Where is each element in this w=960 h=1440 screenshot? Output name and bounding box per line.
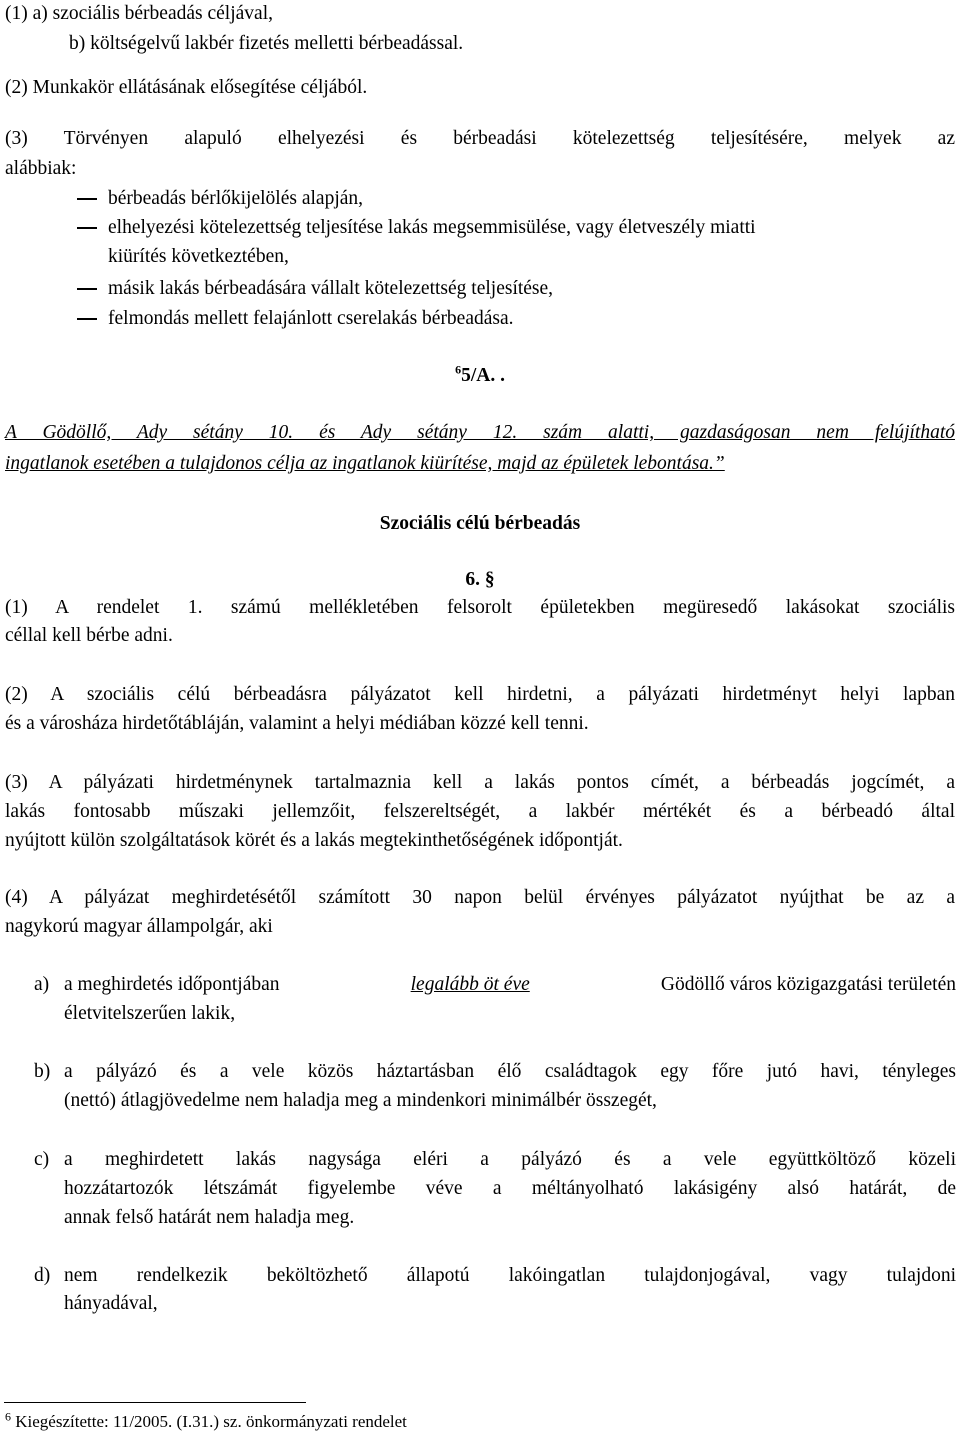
item-a-line1: a meghirdetés időpontjában legalább öt éve Gödöllő város közigazgatási területén: [64, 974, 956, 995]
bullet-1: bérbeadás bérlőkijelölés alapján,: [108, 188, 364, 209]
sec6-p2-line1: (2) A szociális célú bérbeadásra pályázatot kell hirdetni, a pályázati hirdetményt helyi lapban: [5, 684, 955, 705]
dash-bullet-icon: [77, 288, 97, 290]
bullet-2-line2: kiürítés következtében,: [108, 246, 289, 267]
emphasis-text: legalább öt éve: [410, 974, 530, 995]
item-c-line1: a meghirdetett lakás nagysága eléri a pályázó és a vele együttköltöző közeli: [64, 1149, 956, 1170]
sec6-p4-line1: (4) A pályázat meghirdetésétől számított 30 napon belül érvényes pályázatot nyújthat be az a: [5, 887, 955, 908]
para-1b: b) költségelvű lakbér fizetés melletti bérbeadással.: [69, 33, 464, 54]
bullet-3: másik lakás bérbeadására vállalt kötelezettség teljesítése,: [108, 278, 554, 299]
sec6-p1-line2: céllal kell bérbe adni.: [5, 625, 173, 646]
footnote-divider: [4, 1402, 306, 1403]
item-d-line2: hányadával,: [64, 1293, 158, 1314]
bullet-4: felmondás mellett felajánlott cserelakás bérbeadása.: [108, 308, 514, 329]
section-5a-line1: A Gödöllő, Ady sétány 10. és Ady sétány 12. szám alatti, gazdaságosan nem felújítható: [5, 422, 955, 443]
sec6-p3-line2: lakás fontosabb műszaki jellemzőit, felszereltségét, a lakbér mértékét és a bérbeadó által: [5, 801, 955, 822]
dash-bullet-icon: [77, 318, 97, 320]
item-b-line2: (nettó) átlagjövedelme nem haladja meg a mindenkori minimálbér összegét,: [64, 1090, 657, 1111]
dash-bullet-icon: [77, 198, 97, 200]
sec6-p2-line2: és a városháza hirdetőtábláján, valamint a helyi médiában közzé kell tenni.: [5, 713, 589, 734]
section-5a-line2: ingatlanok esetében a tulajdonos célja az ingatlanok kiürítése, majd az épületek lebontása.”: [5, 453, 725, 474]
bullet-2-line1: elhelyezési kötelezettség teljesítése lakás megsemmisülése, vagy életveszély miatti: [108, 217, 756, 238]
dash-bullet-icon: [77, 227, 97, 229]
section-6-title: 6. §: [465, 569, 495, 590]
section-heading: Szociális célú bérbeadás: [379, 513, 581, 534]
para-1a: (1) a) szociális bérbeadás céljával,: [5, 3, 273, 24]
sec6-p3-line1: (3) A pályázati hirdetménynek tartalmaznia kell a lakás pontos címét, a bérbeadás jogcímét, a: [5, 772, 955, 793]
item-d-label: d): [34, 1265, 51, 1286]
item-a-label: a): [34, 974, 50, 995]
item-b-label: b): [34, 1061, 51, 1082]
sec6-p1-line1: (1) A rendelet 1. számú mellékletében felsorolt épületekben megüresedő lakásokat szociális: [5, 597, 955, 618]
footnote: $^6$ Kiegészítette: 11/2005. (I.31.) sz. önkormányzati rendelet: [5, 1409, 407, 1431]
footnote-number: 6: [5, 1409, 11, 1424]
item-c-label: c): [34, 1149, 50, 1170]
item-c-line3: annak felső határát nem haladja meg.: [64, 1207, 355, 1228]
section-5a-title: $^6$5/A. .: [455, 362, 505, 386]
item-a-line2: életvitelszerűen lakik,: [64, 1003, 236, 1024]
para-3-line2: alábbiak:: [5, 158, 77, 179]
footnote-ref: 6: [455, 362, 462, 377]
item-c-line2: hozzátartozók létszámát figyelembe véve a méltányolható lakásigény alsó határát, de: [64, 1178, 956, 1199]
para-3-line1: (3) Törvényen alapuló elhelyezési és bérbeadási kötelezettség teljesítésére, melyek az: [5, 128, 955, 149]
para-2: (2) Munkakör ellátásának elősegítése céljából.: [5, 77, 368, 98]
item-b-line1: a pályázó és a vele közös háztartásban élő családtagok egy főre jutó havi, tényleges: [64, 1061, 956, 1082]
item-d-line1: nem rendelkezik beköltözhető állapotú lakóingatlan tulajdonjogával, vagy tulajdoni: [64, 1265, 956, 1286]
sec6-p3-line3: nyújtott külön szolgáltatások körét és a lakás megtekinthetőségének időpontját.: [5, 830, 623, 851]
sec6-p4-line2: nagykorú magyar állampolgár, aki: [5, 916, 273, 937]
